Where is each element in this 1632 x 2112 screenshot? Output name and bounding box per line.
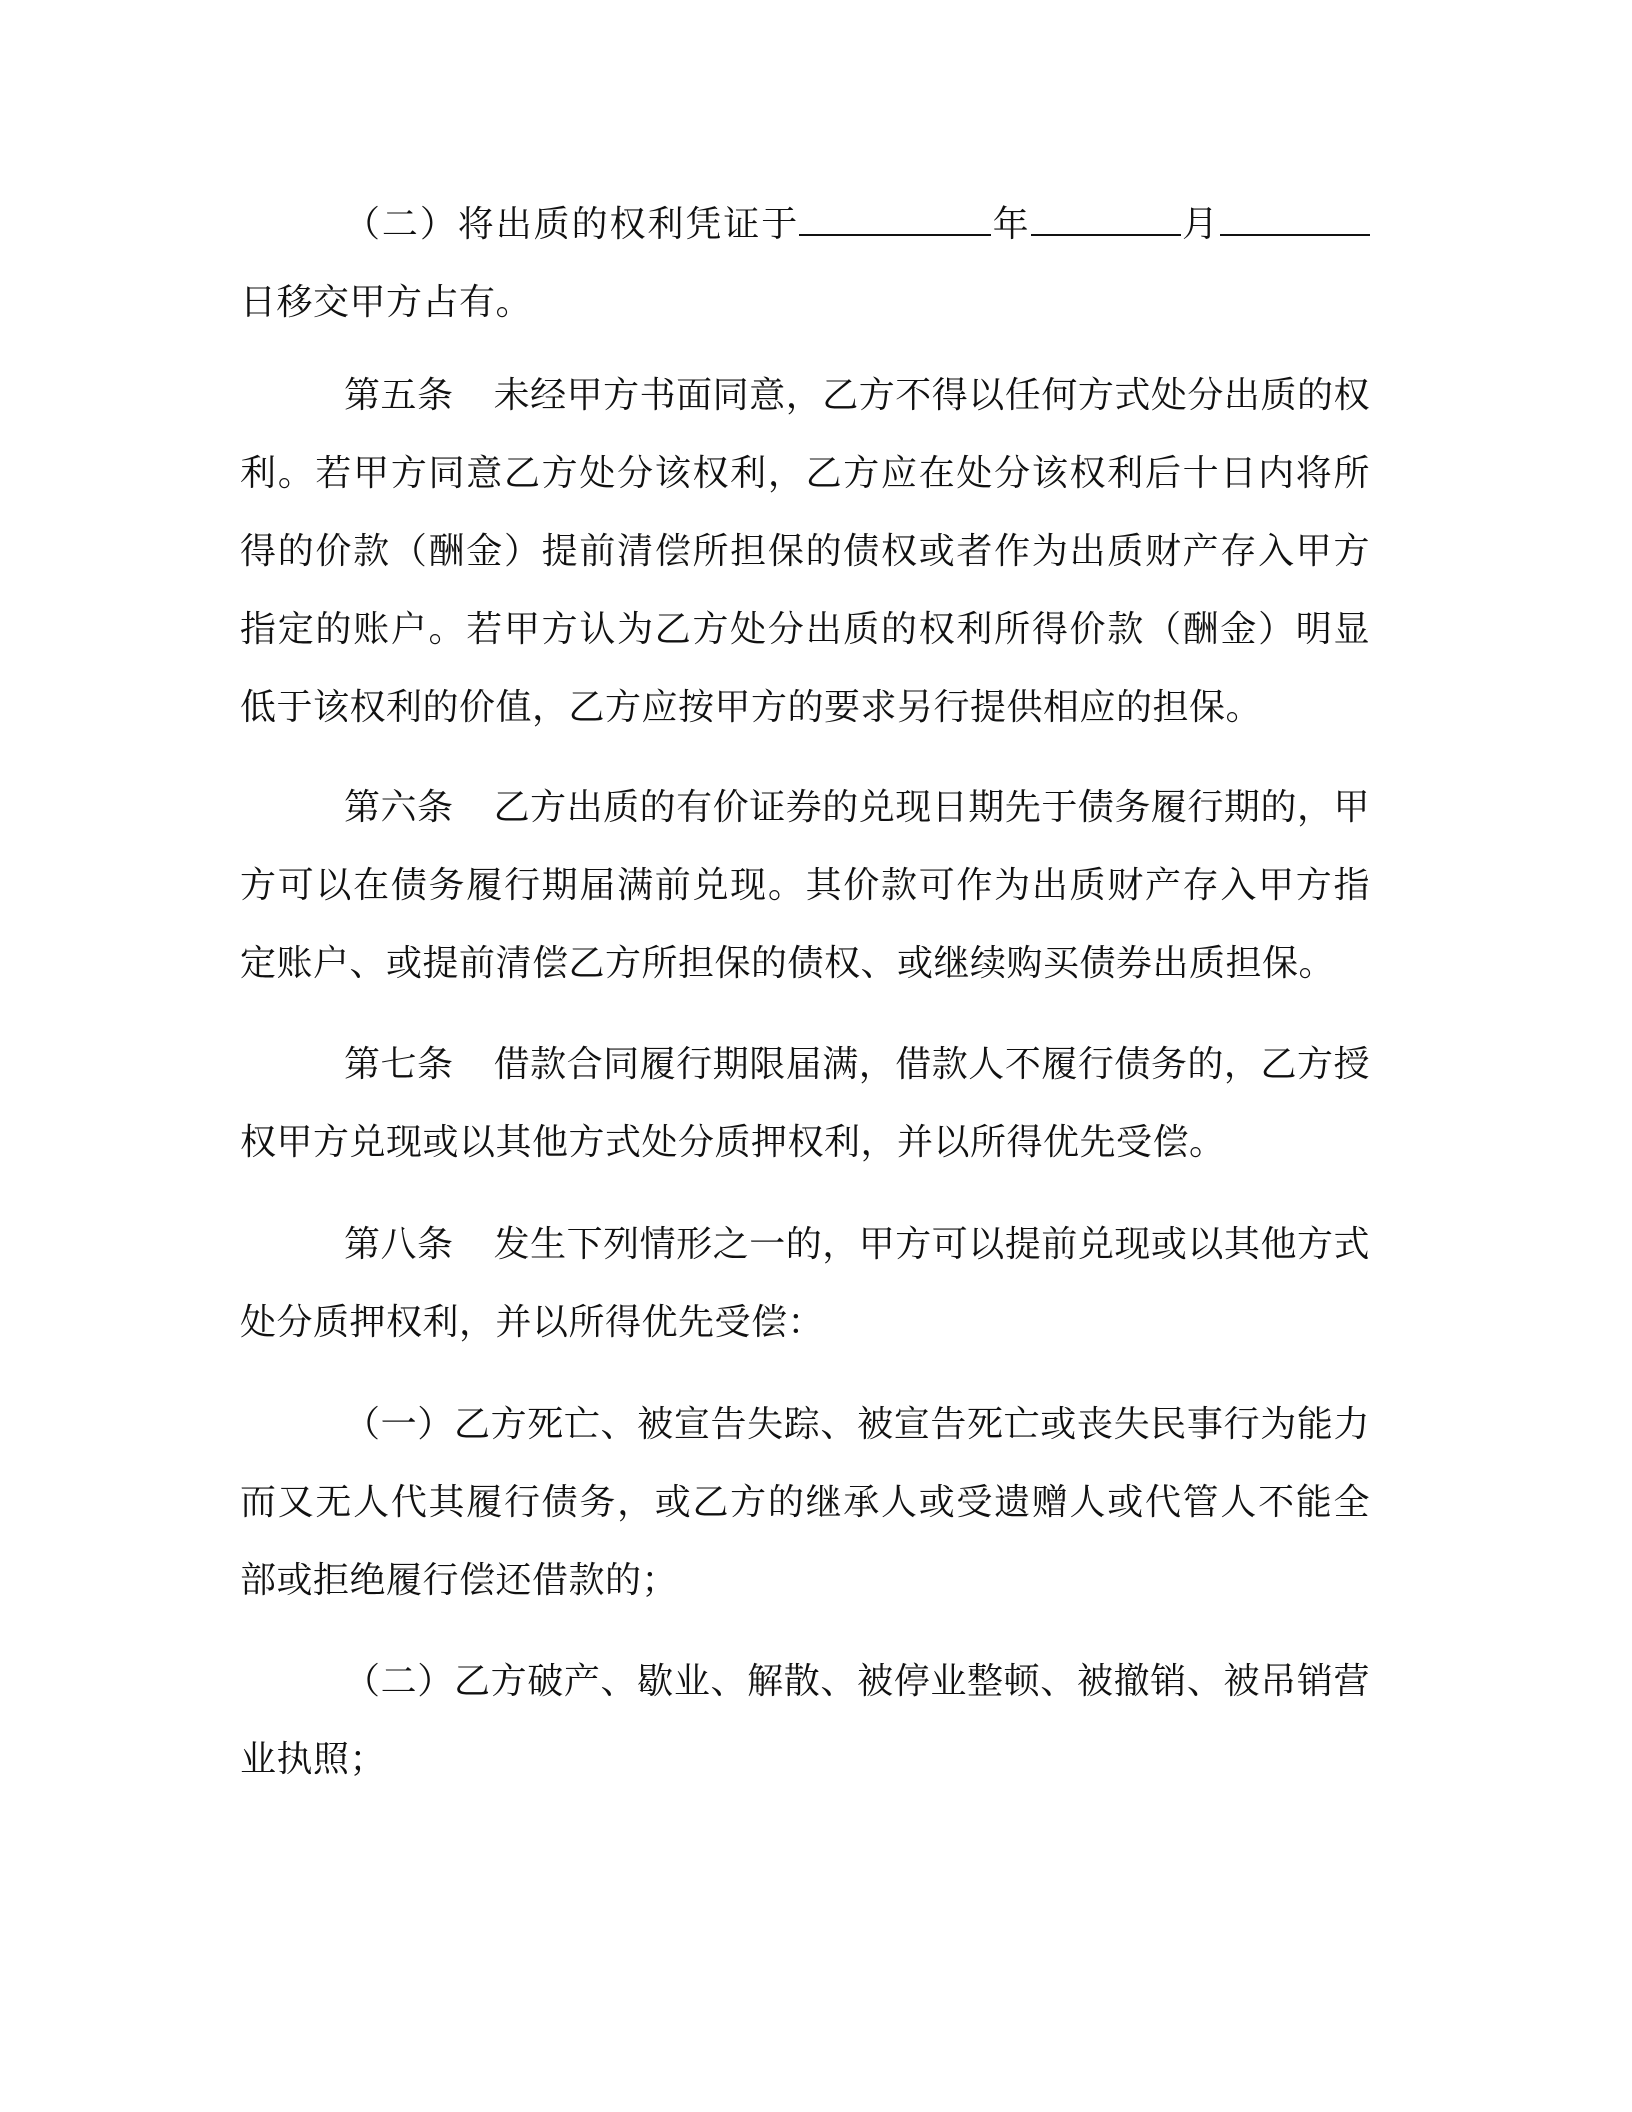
day-label: 日: [240, 282, 277, 323]
article-5-label: 第五条: [344, 375, 454, 416]
article-8-item-2: （二）乙方破产、歇业、解散、被停业整顿、被撤销、被吊销营业执照；: [240, 1661, 1370, 1780]
clause-4-item-2: [240, 186, 1370, 342]
year-label: 年: [991, 204, 1031, 245]
article-8-label: 第八条: [344, 1224, 454, 1265]
article-7-text: 借款合同履行期限届满，借款人不履行债务的，乙方授权甲方兑现或以其他方式处分质押权利，并以所得优先受偿。: [240, 1044, 1370, 1163]
month-label: 月: [1180, 204, 1220, 245]
article-5-text: 未经甲方书面同意，乙方不得以任何方式处分出质的权利。若甲方同意乙方处分该权利，乙方应在处分该权利后十日内将所得的价款（酬金）提前清偿所担保的债权或者作为出质财产存入甲方指定的账户。若甲方认为乙方处分出质的权利所得价款（酬金）明显低于该权利的价值，乙方应按甲方的要求另行提供相应的担保。: [240, 375, 1370, 728]
article-8-item-1: （一）乙方死亡、被宣告失踪、被宣告死亡或丧失民事行为能力而又无人代其履行债务，或乙方的继承人或受遗赠人或代管人不能全部或拒绝履行偿还借款的；: [240, 1404, 1370, 1601]
article-5: [240, 357, 1370, 747]
year-blank: [799, 202, 991, 236]
article-6: [240, 769, 1370, 1003]
article-6-text: 乙方出质的有价证券的兑现日期先于债务履行期的，甲方可以在债务履行期届满前兑现。其价款可作为出质财产存入甲方指定账户、或提前清偿乙方所担保的债权、或继续购买债券出质担保。: [240, 787, 1370, 984]
clause-4-item-2-suffix: 移交甲方占有。: [276, 282, 533, 323]
article-8-text: 发生下列情形之一的，甲方可以提前兑现或以其他方式处分质押权利，并以所得优先受偿：: [240, 1224, 1370, 1343]
month-blank: [1031, 202, 1181, 236]
article-7: [240, 1026, 1370, 1182]
article-7-label: 第七条: [344, 1044, 454, 1085]
article-6-label: 第六条: [344, 787, 454, 828]
day-blank: [1220, 202, 1370, 236]
clause-4-item-2-prefix: （二）将出质的权利凭证于: [344, 204, 800, 245]
article-8: [240, 1206, 1370, 1362]
